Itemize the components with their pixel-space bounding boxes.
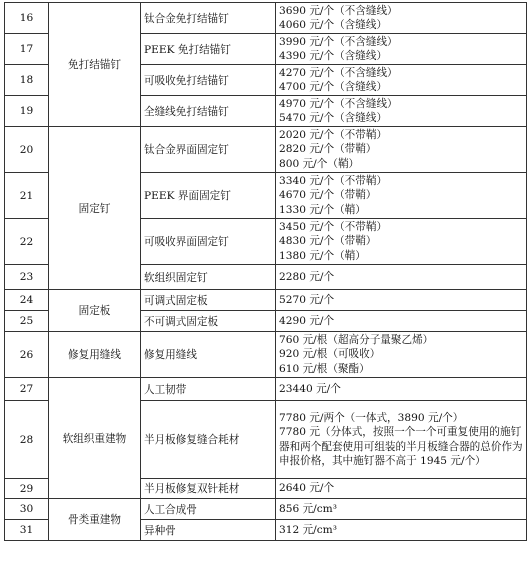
table-row bbox=[5, 378, 527, 401]
price-line: 7780 元/两个（一体式，3890 元/个） bbox=[279, 411, 464, 424]
product-name: 人工韧带 bbox=[141, 378, 276, 401]
category-cell: 修复用缝线 bbox=[49, 332, 141, 378]
price-cell bbox=[276, 219, 527, 265]
product-name: 半月板修复缝合耗材 bbox=[141, 401, 276, 479]
table-row bbox=[5, 332, 527, 378]
row-number: 24 bbox=[5, 290, 49, 311]
row-number: 21 bbox=[5, 173, 49, 219]
table-row bbox=[5, 3, 527, 34]
product-name: 软组织固定钉 bbox=[141, 265, 276, 290]
row-number: 26 bbox=[5, 332, 49, 378]
price-line: 2640 元/个 bbox=[279, 482, 335, 495]
row-number: 16 bbox=[5, 3, 49, 34]
row-number: 18 bbox=[5, 65, 49, 96]
price-line: 4830 元/个（带鞘） bbox=[279, 235, 377, 248]
price-line: 3450 元/个（不带鞘） bbox=[279, 220, 388, 233]
price-cell bbox=[276, 290, 527, 311]
product-name: 不可调式固定板 bbox=[141, 311, 276, 332]
price-line: 4060 元/个（含缝线） bbox=[279, 19, 388, 31]
price-line: 1330 元/个（鞘） bbox=[279, 203, 366, 216]
price-line: 2820 元/个（带鞘） bbox=[279, 143, 377, 156]
price-cell bbox=[276, 378, 527, 401]
category-cell: 骨类重建物 bbox=[49, 499, 141, 541]
price-cell bbox=[276, 173, 527, 219]
category-cell: 固定板 bbox=[49, 290, 141, 332]
row-number: 23 bbox=[5, 265, 49, 290]
price-cell bbox=[276, 127, 527, 173]
price-line: 3340 元/个（不带鞘） bbox=[279, 174, 388, 187]
row-number: 19 bbox=[5, 96, 49, 127]
product-name: 半月板修复双针耗材 bbox=[141, 479, 276, 499]
price-cell bbox=[276, 65, 527, 96]
row-number: 31 bbox=[5, 520, 49, 541]
row-number: 28 bbox=[5, 401, 49, 479]
row-number: 29 bbox=[5, 479, 49, 499]
price-cell bbox=[276, 34, 527, 65]
row-number: 22 bbox=[5, 219, 49, 265]
price-line: 4290 元/个 bbox=[279, 314, 335, 327]
table-row bbox=[5, 499, 527, 520]
price-line: 4700 元/个（含缝线） bbox=[279, 81, 388, 93]
price-line: 3990 元/个（不含缝线） bbox=[279, 35, 398, 48]
price-line: 312 元/cm³ bbox=[279, 523, 337, 536]
product-name: PEEK 界面固定钉 bbox=[141, 173, 276, 219]
price-line: 856 元/cm³ bbox=[279, 502, 337, 515]
price-line: 800 元/个（鞘） bbox=[279, 157, 360, 170]
price-cell bbox=[276, 311, 527, 332]
row-number: 30 bbox=[5, 499, 49, 520]
price-cell bbox=[276, 3, 527, 34]
product-name: 可吸收免打结锚钉 bbox=[141, 65, 276, 96]
price-table bbox=[4, 2, 527, 541]
product-name: 全缝线免打结锚钉 bbox=[141, 96, 276, 127]
price-line: 1380 元/个（鞘） bbox=[279, 249, 366, 262]
product-name: PEEK 免打结锚钉 bbox=[141, 34, 276, 65]
price-cell bbox=[276, 96, 527, 127]
price-line: 610 元/根（聚酯） bbox=[279, 362, 370, 375]
price-line: 23440 元/个 bbox=[279, 382, 341, 395]
price-cell bbox=[276, 520, 527, 541]
price-cell bbox=[276, 499, 527, 520]
product-name: 钛合金界面固定钉 bbox=[141, 127, 276, 173]
product-name: 人工合成骨 bbox=[141, 499, 276, 520]
price-line: 2280 元/个 bbox=[279, 270, 335, 283]
table-row bbox=[5, 127, 527, 173]
product-name: 可吸收界面固定钉 bbox=[141, 219, 276, 265]
price-line: 5270 元/个 bbox=[279, 293, 335, 306]
product-name: 异种骨 bbox=[141, 520, 276, 541]
price-line: 760 元/根（超高分子量聚乙烯） bbox=[279, 333, 434, 346]
row-number: 17 bbox=[5, 34, 49, 65]
product-name: 钛合金免打结锚钉 bbox=[141, 3, 276, 34]
price-cell bbox=[276, 479, 527, 499]
price-line: 4390 元/个（含缝线） bbox=[279, 50, 388, 62]
price-line: 3690 元/个（不含缝线） bbox=[279, 4, 398, 17]
price-line: 5470 元/个（含缝线） bbox=[279, 112, 388, 124]
category-cell: 固定钉 bbox=[49, 127, 141, 290]
price-cell bbox=[276, 265, 527, 290]
row-number: 20 bbox=[5, 127, 49, 173]
row-number: 27 bbox=[5, 378, 49, 401]
price-cell bbox=[276, 332, 527, 378]
price-line: 4970 元/个（不含缝线） bbox=[279, 97, 398, 110]
price-line: 920 元/根（可吸收） bbox=[279, 348, 381, 361]
product-name: 可调式固定板 bbox=[141, 290, 276, 311]
category-cell: 软组织重建物 bbox=[49, 378, 141, 499]
product-name: 修复用缝线 bbox=[141, 332, 276, 378]
price-line: 4670 元/个（带鞘） bbox=[279, 189, 377, 202]
price-cell bbox=[276, 401, 527, 479]
table-row bbox=[5, 290, 527, 311]
price-line: 7780 元（分体式，按照一个一个可重复使用的施钉器和两个配套使用可组装的半月板缝合器的总价作为申报价格，其中施钉器不高于 1945 元/个） bbox=[279, 426, 523, 467]
price-line: 2020 元/个（不带鞘） bbox=[279, 128, 388, 141]
price-line: 4270 元/个（不含缝线） bbox=[279, 66, 398, 79]
row-number: 25 bbox=[5, 311, 49, 332]
category-cell: 免打结锚钉 bbox=[49, 3, 141, 127]
